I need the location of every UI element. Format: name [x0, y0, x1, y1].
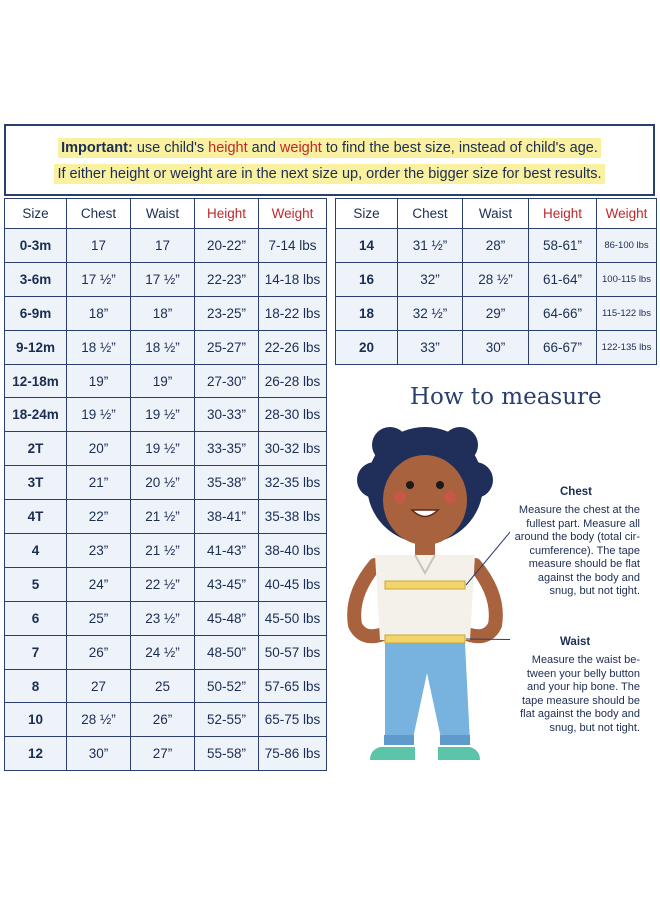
cell-height: 55-58” [195, 737, 259, 771]
how-to-measure-title: How to measure [410, 384, 602, 410]
cell-size: 7 [5, 635, 67, 669]
cell-weight: 26-28 lbs [259, 364, 327, 398]
cell-chest: 27 [67, 669, 131, 703]
cell-weight: 122-135 lbs [597, 330, 657, 364]
cell-size: 10 [5, 703, 67, 737]
cell-chest: 31 ½” [398, 229, 463, 263]
cell-waist: 19” [131, 364, 195, 398]
table-row [5, 330, 327, 364]
cell-size: 0-3m [5, 229, 67, 263]
table-row [336, 262, 657, 296]
cell-height: 27-30” [195, 364, 259, 398]
cell-weight: 75-86 lbs [259, 737, 327, 771]
cell-waist: 22 ½” [131, 567, 195, 601]
cell-waist: 28 ½” [463, 262, 529, 296]
cell-weight: 86-100 lbs [597, 229, 657, 263]
cell-waist: 17 [131, 229, 195, 263]
notice-line-2: If either height or weight are in the next size up, order the bigger size for best results. [6, 166, 653, 182]
header-chest: Chest [67, 199, 131, 229]
cell-size: 16 [336, 262, 398, 296]
cell-chest: 22” [67, 500, 131, 534]
cell-chest: 26” [67, 635, 131, 669]
cell-chest: 18” [67, 296, 131, 330]
cell-size: 3-6m [5, 262, 67, 296]
cell-height: 45-48” [195, 601, 259, 635]
cell-height: 25-27” [195, 330, 259, 364]
table-row [5, 534, 327, 568]
cell-waist: 23 ½” [131, 601, 195, 635]
cell-height: 38-41” [195, 500, 259, 534]
cell-weight: 115-122 lbs [597, 296, 657, 330]
waist-label: Waist [560, 636, 591, 648]
cell-size: 3T [5, 466, 67, 500]
cell-waist: 28” [463, 229, 529, 263]
cell-size: 18-24m [5, 398, 67, 432]
table-row [5, 737, 327, 771]
cell-size: 14 [336, 229, 398, 263]
cell-height: 23-25” [195, 296, 259, 330]
cell-chest: 19 ½” [67, 398, 131, 432]
cell-height: 58-61” [529, 229, 597, 263]
cell-waist: 30” [463, 330, 529, 364]
table-row [5, 567, 327, 601]
table-row [336, 330, 657, 364]
cell-waist: 19 ½” [131, 398, 195, 432]
table-row [5, 398, 327, 432]
cell-height: 48-50” [195, 635, 259, 669]
header-waist: Waist [131, 199, 195, 229]
cell-weight: 57-65 lbs [259, 669, 327, 703]
cell-chest: 28 ½” [67, 703, 131, 737]
cell-waist: 29” [463, 296, 529, 330]
cell-weight: 7-14 lbs [259, 229, 327, 263]
cell-height: 33-35” [195, 432, 259, 466]
cell-size: 2T [5, 432, 67, 466]
cell-size: 6-9m [5, 296, 67, 330]
cell-height: 22-23” [195, 262, 259, 296]
size-notice [4, 124, 655, 196]
cell-weight: 28-30 lbs [259, 398, 327, 432]
cell-size: 9-12m [5, 330, 67, 364]
waist-description: Measure the waist be-tween your belly button and your hip bone. The tape measure should be flat against the body and snug, but not tight. [520, 654, 640, 734]
cell-chest: 30” [67, 737, 131, 771]
cell-size: 18 [336, 296, 398, 330]
cell-chest: 33” [398, 330, 463, 364]
chest-description: Measure the chest at the fullest part. Measure all around the body (total cir-cumference). The tape measure should be flat against the body and snug, but not tight. [514, 504, 640, 597]
size-table-left [4, 198, 327, 771]
cell-weight: 100-115 lbs [597, 262, 657, 296]
cell-chest: 19” [67, 364, 131, 398]
cell-weight: 22-26 lbs [259, 330, 327, 364]
chest-label: Chest [560, 486, 592, 498]
header-waist: Waist [463, 199, 529, 229]
table-row [336, 229, 657, 263]
table-row [5, 466, 327, 500]
cell-weight: 40-45 lbs [259, 567, 327, 601]
cell-height: 41-43” [195, 534, 259, 568]
cell-waist: 27” [131, 737, 195, 771]
cell-weight: 35-38 lbs [259, 500, 327, 534]
cell-waist: 24 ½” [131, 635, 195, 669]
cell-height: 43-45” [195, 567, 259, 601]
header-height: Height [529, 199, 597, 229]
notice-height-word: height [208, 140, 248, 156]
cell-weight: 14-18 lbs [259, 262, 327, 296]
header-weight: Weight [259, 199, 327, 229]
cell-weight: 38-40 lbs [259, 534, 327, 568]
cell-chest: 23” [67, 534, 131, 568]
cell-waist: 18 ½” [131, 330, 195, 364]
cell-size: 12-18m [5, 364, 67, 398]
cell-height: 30-33” [195, 398, 259, 432]
cell-waist: 25 [131, 669, 195, 703]
cell-size: 8 [5, 669, 67, 703]
cell-size: 4 [5, 534, 67, 568]
cell-size: 6 [5, 601, 67, 635]
cell-chest: 17 ½” [67, 262, 131, 296]
cell-chest: 20” [67, 432, 131, 466]
size-table-right [335, 198, 657, 365]
cell-waist: 18” [131, 296, 195, 330]
cell-height: 20-22” [195, 229, 259, 263]
cell-height: 66-67” [529, 330, 597, 364]
table-row [5, 500, 327, 534]
child-illustration [330, 425, 510, 775]
table-row [5, 229, 327, 263]
cell-chest: 18 ½” [67, 330, 131, 364]
cell-chest: 25” [67, 601, 131, 635]
cell-chest: 32” [398, 262, 463, 296]
cell-weight: 32-35 lbs [259, 466, 327, 500]
cell-size: 4T [5, 500, 67, 534]
cell-weight: 18-22 lbs [259, 296, 327, 330]
table-row [5, 364, 327, 398]
table-row [5, 635, 327, 669]
cell-height: 35-38” [195, 466, 259, 500]
header-chest: Chest [398, 199, 463, 229]
cell-chest: 17 [67, 229, 131, 263]
cell-height: 52-55” [195, 703, 259, 737]
table-row [5, 669, 327, 703]
cell-weight: 50-57 lbs [259, 635, 327, 669]
cell-chest: 21” [67, 466, 131, 500]
notice-weight-word: weight [279, 140, 322, 156]
cell-chest: 24” [67, 567, 131, 601]
header-size: Size [5, 199, 67, 229]
cell-size: 20 [336, 330, 398, 364]
cell-weight: 30-32 lbs [259, 432, 327, 466]
table-row [5, 296, 327, 330]
header-weight: Weight [597, 199, 657, 229]
cell-height: 64-66” [529, 296, 597, 330]
cell-waist: 17 ½” [131, 262, 195, 296]
cell-weight: 45-50 lbs [259, 601, 327, 635]
cell-height: 50-52” [195, 669, 259, 703]
header-height: Height [195, 199, 259, 229]
table-row [336, 296, 657, 330]
cell-height: 61-64” [529, 262, 597, 296]
cell-waist: 26” [131, 703, 195, 737]
table-row [5, 262, 327, 296]
cell-waist: 20 ½” [131, 466, 195, 500]
notice-important: Important: [61, 140, 133, 156]
cell-size: 5 [5, 567, 67, 601]
cell-size: 12 [5, 737, 67, 771]
table-row [5, 703, 327, 737]
table-row [5, 432, 327, 466]
table-row [5, 601, 327, 635]
cell-chest: 32 ½” [398, 296, 463, 330]
cell-waist: 21 ½” [131, 534, 195, 568]
header-size: Size [336, 199, 398, 229]
cell-waist: 19 ½” [131, 432, 195, 466]
notice-line-1: Important: use child's height and weight to find the best size, instead of child's age. [6, 140, 653, 156]
cell-weight: 65-75 lbs [259, 703, 327, 737]
cell-waist: 21 ½” [131, 500, 195, 534]
